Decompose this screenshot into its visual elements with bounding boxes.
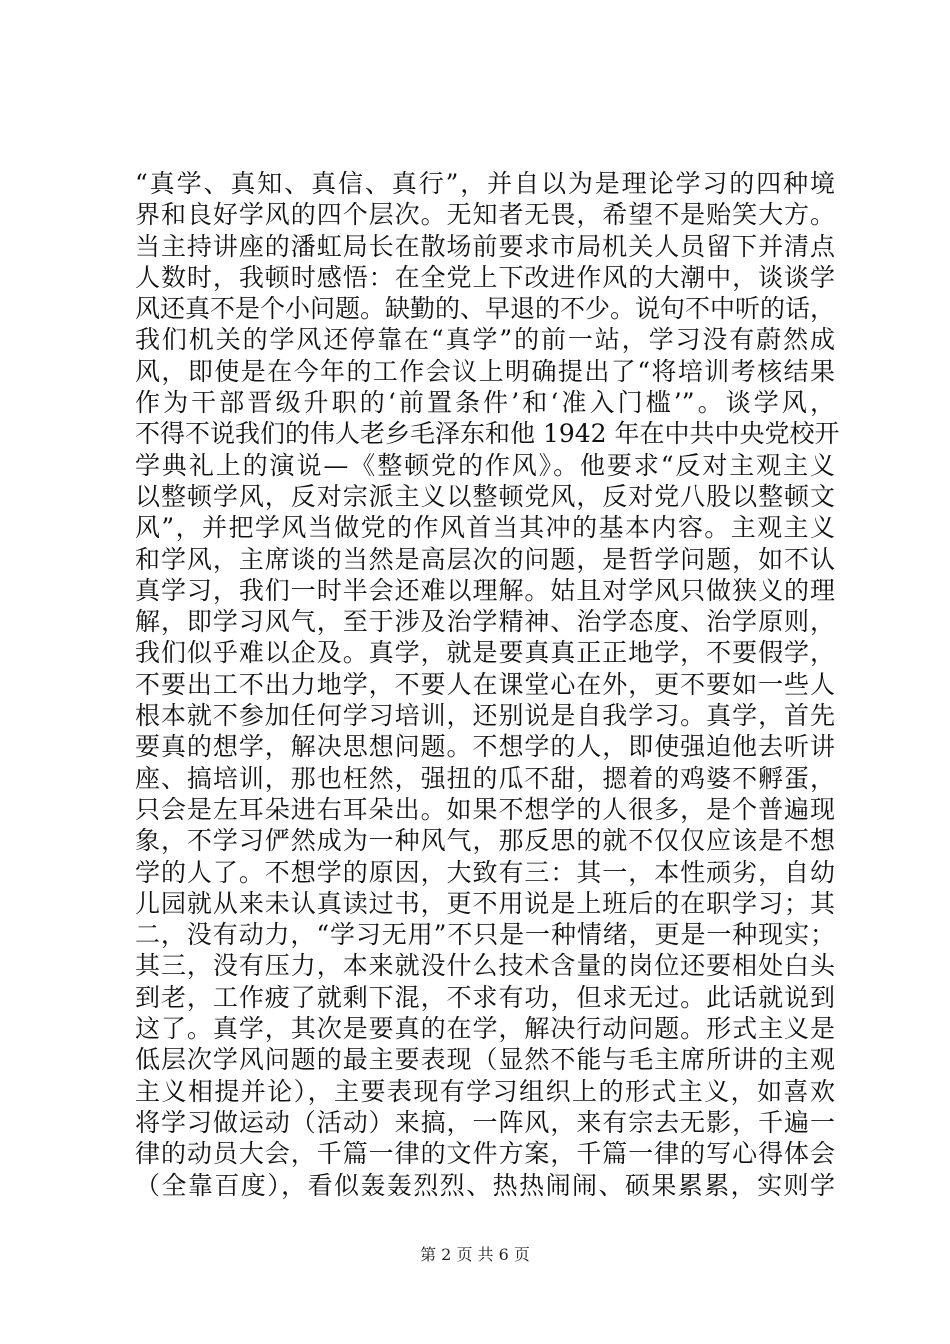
text-line: 不要出工不出力地学，不要人在课堂心在外，更不要如一些人 bbox=[135, 669, 835, 699]
text-line: 二，没有动力，“学习无用”不只是一种情绪，更是一种现实； bbox=[135, 920, 835, 950]
text-line: 风还真不是个小问题。缺勤的、早退的不少。说句不中听的话， bbox=[135, 294, 836, 324]
text-line: 作为干部晋级升职的‘前置条件’和‘准入门槛’”。谈学风， bbox=[135, 388, 835, 418]
text-line: 律的动员大会，千篇一律的文件方案，千篇一律的写心得体会 bbox=[135, 1139, 835, 1169]
text-line: 以整顿学风，反对宗派主义以整顿党风，反对党八股以整顿文 bbox=[135, 481, 835, 511]
page-footer bbox=[0, 1244, 950, 1266]
text-line: 要真的想学，解决思想问题。不想学的人，即使强迫他去听讲 bbox=[135, 732, 835, 762]
text-line: 解，即学习风气，至于涉及治学精神、治学态度、治学原则， bbox=[135, 607, 835, 637]
text-line: 学的人了。不想学的原因，大致有三：其一，本性顽劣，自幼 bbox=[135, 857, 835, 887]
text-line: 主义相提并论），主要表现有学习组织上的形式主义，如喜欢 bbox=[135, 1076, 835, 1106]
text-line: 低层次学风问题的最主要表现（显然不能与毛主席所讲的主观 bbox=[135, 1045, 835, 1075]
text-line: “真学、真知、真信、真行”，并自以为是理论学习的四种境 bbox=[135, 169, 835, 198]
text-line: 我们机关的学风还停靠在“真学”的前一站，学习没有蔚然成 bbox=[135, 325, 835, 355]
text-line: 将学习做运动（活动）来搞，一阵风，来有宗去无影，千遍一 bbox=[135, 1107, 835, 1137]
text-line: 和学风，主席谈的当然是高层次的问题，是哲学问题，如不认 bbox=[135, 544, 835, 574]
text-line: 学典礼上的演说—《整顿党的作风》。他要求“反对主观主义 bbox=[135, 450, 835, 480]
text-line: 人数时，我顿时感悟：在全党上下改进作风的大潮中，谈谈学 bbox=[135, 262, 835, 292]
text-line: （全靠百度），看似轰轰烈烈、热热闹闹、硕果累累，实则学 bbox=[135, 1170, 835, 1200]
text-line: 这了。真学，其次是要真的在学，解决行动问题。形式主义是 bbox=[135, 1014, 835, 1044]
text-line: 座、搞培训，那也枉然，强扭的瓜不甜，摁着的鸡婆不孵蛋， bbox=[135, 763, 835, 793]
text-line: 当主持讲座的潘虹局长在散场前要求市局机关人员留下并清点 bbox=[135, 231, 835, 261]
body-text bbox=[135, 168, 840, 1201]
text-line: 儿园就从来未认真读过书，更不用说是上班后的在职学习；其 bbox=[135, 888, 835, 918]
text-line: 只会是左耳朵进右耳朵出。如果不想学的人很多，是个普遍现 bbox=[135, 794, 835, 824]
text-line: 界和良好学风的四个层次。无知者无畏，希望不是贻笑大方。 bbox=[135, 200, 835, 230]
text-line: 象，不学习俨然成为一种风气，那反思的就不仅仅应该是不想 bbox=[135, 826, 835, 856]
text-line: 真学习，我们一时半会还难以理解。姑且对学风只做狭义的理 bbox=[135, 575, 835, 605]
text-line: 不得不说我们的伟人老乡毛泽东和他 1942 年在中共中央党校开 bbox=[135, 419, 840, 449]
text-line: 根本就不参加任何学习培训，还别说是自我学习。真学，首先 bbox=[135, 701, 835, 731]
text-line: 我们似乎难以企及。真学，就是要真真正正地学，不要假学， bbox=[135, 638, 835, 668]
text-line: 风，即使是在今年的工作会议上明确提出了“将培训考核结果 bbox=[135, 356, 835, 386]
text-line: 风”，并把学风当做党的作风首当其冲的基本内容。主观主义 bbox=[135, 513, 835, 543]
text-line: 到老，工作疲了就剩下混，不求有功，但求无过。此话就说到 bbox=[135, 982, 835, 1012]
text-line: 其三，没有压力，本来就没什么技术含量的岗位还要相处白头 bbox=[135, 951, 835, 981]
page-number: 第 2 页 共 6 页 bbox=[420, 1245, 530, 1264]
